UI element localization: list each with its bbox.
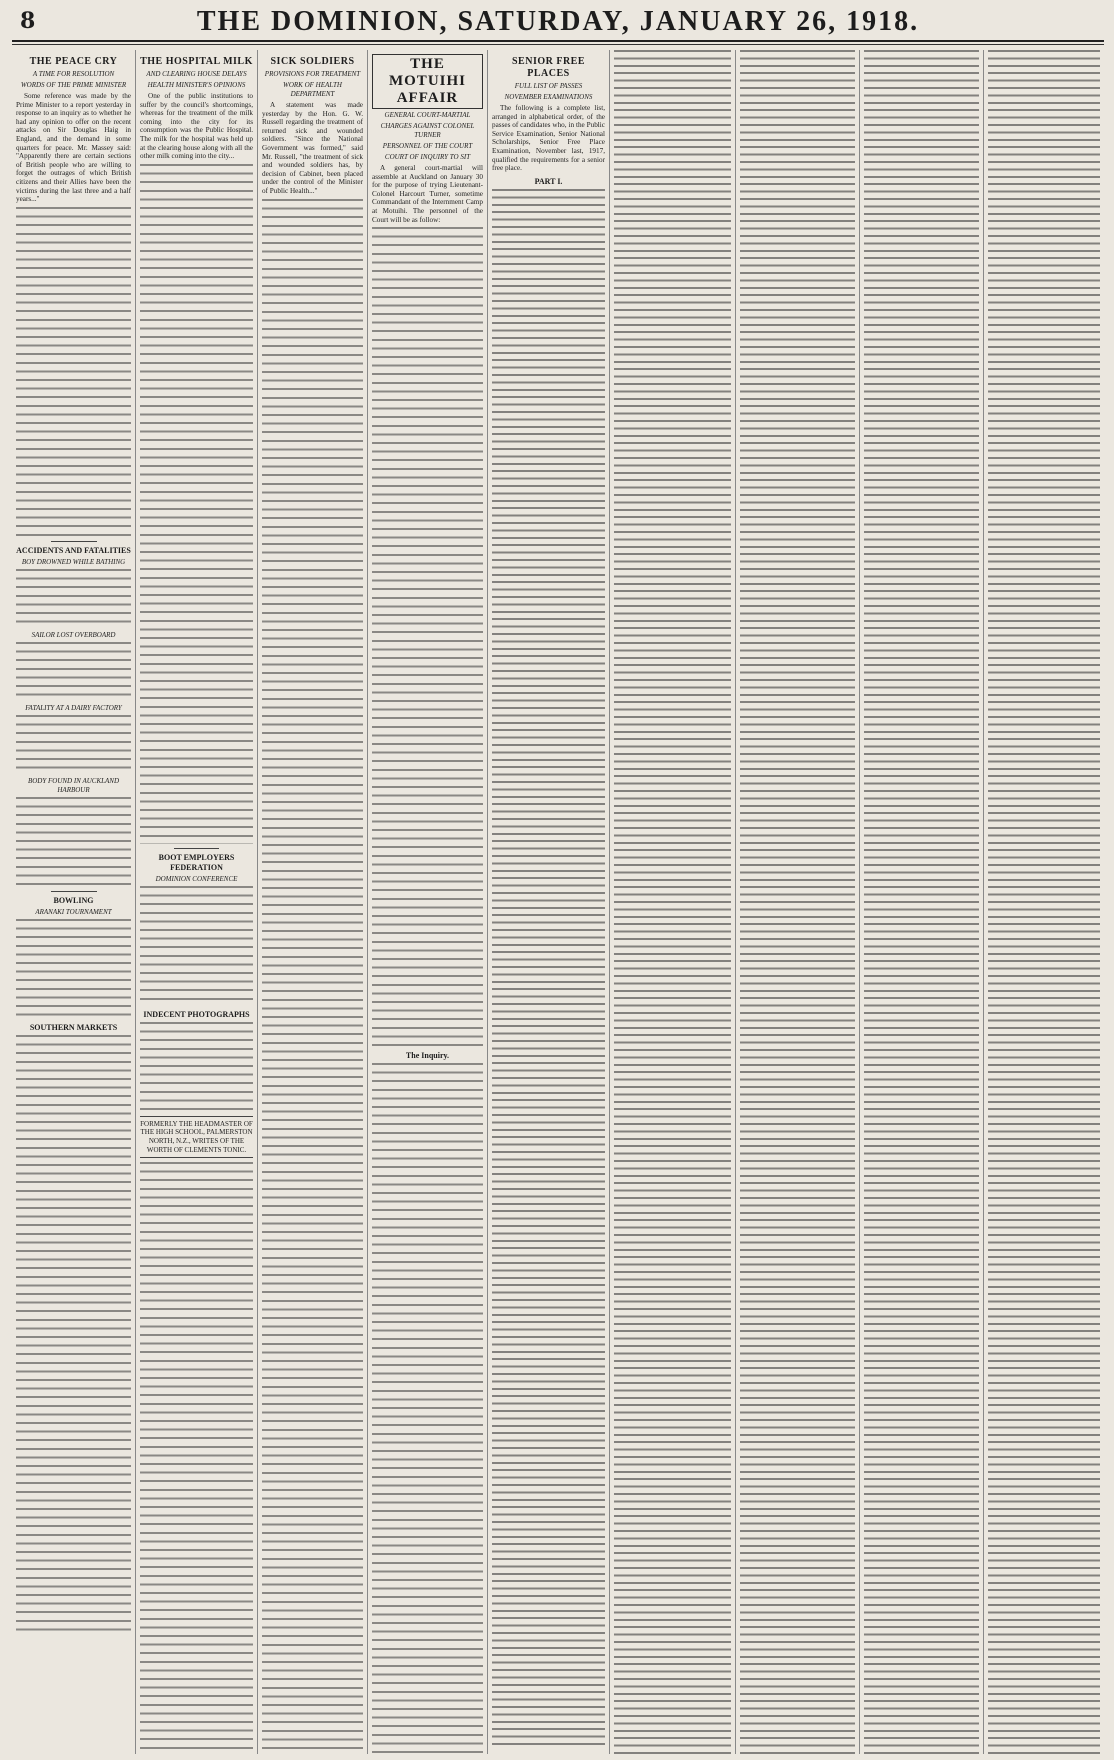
article-text-block [16,1035,131,1635]
part-label: PART I. [534,176,563,186]
item-heading: FATALITY AT A DAIRY FACTORY [25,703,122,712]
item-heading: DOMINION CONFERENCE [155,874,238,883]
column-pass-list-4 [860,50,984,1754]
headline-senior-free-places: SENIOR FREE PLACES [511,56,585,79]
article-hospital-milk-body: One of the public institutions to suffer by the council's shortcomings, whereas for the treatment of the milk coming into the city for its consumption was the Public Hospital. The milk for the hospital was held up at the clearing house along with all the other milk coming into the city... [140,92,253,161]
page-number: 8 [20,8,36,34]
subhead-motuihi: GENERAL COURT-MARTIAL [384,111,471,119]
column-sick-soldiers [258,50,368,1754]
article-text-block [16,919,131,1019]
item-heading: ARANAKI TOURNAMENT [35,907,112,916]
article-text-block [262,199,363,1754]
advertisement-clements-tonic: FORMERLY THE HEADMASTER OF THE HIGH SCHOOL, PALMERSTON NORTH, N.Z., WRITES OF THE WORTH OF CLEMENTS TONIC. [140,1116,253,1158]
item-heading: BODY FOUND IN AUCKLAND HARBOUR [27,776,120,794]
section-accidents: ACCIDENTS AND FATALITIES [16,545,131,555]
pass-list-block [988,50,1100,1754]
article-text-block [16,207,131,537]
article-text-block [16,569,131,629]
section-markets: SOUTHERN MARKETS [29,1022,118,1032]
pass-list-block [614,50,731,1754]
subhead2-sick-soldiers: WORK OF HEALTH DEPARTMENT [283,81,342,98]
column-senior-free-places [488,50,610,1754]
article-text-block [16,642,131,702]
column-peace-cry [12,50,136,1754]
section-divider [51,891,97,892]
subhead-hospital-milk: AND CLEARING HOUSE DELAYS [146,70,247,78]
subhead2-motuihi: CHARGES AGAINST COLONEL TURNER [380,122,475,139]
subhead4-motuihi: COURT OF INQUIRY TO SIT [384,153,471,161]
column-pass-list-3 [736,50,860,1754]
subhead-peace-cry: A TIME FOR RESOLUTION [32,70,115,78]
article-peace-cry-body: Some reference was made by the Prime Minister to a report yesterday in response to an inquiry as to whether he had any opinion to offer on the recent attacks on Sir Douglas Haig in England, and the demand in some quarters for peace. Mr. Massey said: "Apparently there are certain sections of British people who are willing to forget the outrages of which British citizens and their Allies have been the victims during the last three and a half years..." [16,92,131,204]
column-hospital-milk [136,50,258,1754]
pass-list-block [864,50,979,1754]
article-text-block [140,886,253,1006]
column-pass-list-5 [984,50,1104,1754]
article-text-block [16,715,131,775]
item-heading: SAILOR LOST OVERBOARD [31,630,116,639]
subhead-free-places: FULL LIST OF PASSES [514,82,583,90]
subhead3-motuihi: PERSONNEL OF THE COURT [382,142,473,150]
article-motuihi-body: A general court-martial will assemble at Auckland on January 30 for the purpose of trying Lieutenant-Colonel Harcourt Turner, sometime Commandant of the Internment Camp at Motuihi. The personnel of the Court will be as follow: [372,164,483,224]
article-sick-soldiers-body: A statement was made yesterday by the Hon. G. W. Russell regarding the treatment of returned sick and wounded soldiers. "Since the National Government was formed," said Mr. Russell, "the treatment of sick and wounded soldiers has, by decision of Cabinet, been placed under the control of the Minister of Public Health..." [262,101,363,195]
section-divider [51,541,97,542]
newspaper-title: THE DOMINION, SATURDAY, JANUARY 26, 1918. [196,6,920,37]
headline-hospital-milk: THE HOSPITAL MILK [140,56,253,67]
headline-sick-soldiers: SICK SOLDIERS [270,56,355,67]
article-text-block [140,164,253,844]
subhead2-peace-cry: WORDS OF THE PRIME MINISTER [20,81,127,89]
article-text-block [372,1063,483,1754]
subhead2-free-places: NOVEMBER EXAMINATIONS [504,93,593,101]
masthead [12,6,1104,42]
section-indecent-photographs: INDECENT PHOTOGRAPHS [143,1009,250,1019]
column-motuihi-affair [368,50,488,1754]
section-divider [174,848,219,849]
section-boot-employers: BOOT EMPLOYERS FEDERATION [158,852,235,872]
headline-motuihi-affair: THE MOTUIHI AFFAIR [372,54,483,109]
section-inquiry: The Inquiry. [405,1051,450,1061]
item-heading: BOY DROWNED WHILE BATHING [21,557,126,566]
article-text-block [372,227,483,1047]
advertisement-text-block [140,1162,253,1754]
pass-list-block [492,189,605,1749]
article-text-block [16,797,131,887]
headline-peace-cry: THE PEACE CRY [29,56,118,67]
article-text-block [140,1022,253,1112]
masthead-rule [12,44,1104,45]
article-free-places-body: The following is a complete list, arranged in alphabetical order, of the passes of candidates who, in the Public Service Examination, Senior National Scholarships, Senior Free Place Examination, November last, 1917, qualified the requirements for a senior free place. [492,104,605,173]
section-bowling: BOWLING [53,895,94,905]
pass-list-block [740,50,855,1754]
column-pass-list-2 [610,50,736,1754]
subhead-sick-soldiers: PROVISIONS FOR TREATMENT [264,70,361,78]
subhead2-hospital-milk: HEALTH MINISTER'S OPINIONS [147,81,246,89]
